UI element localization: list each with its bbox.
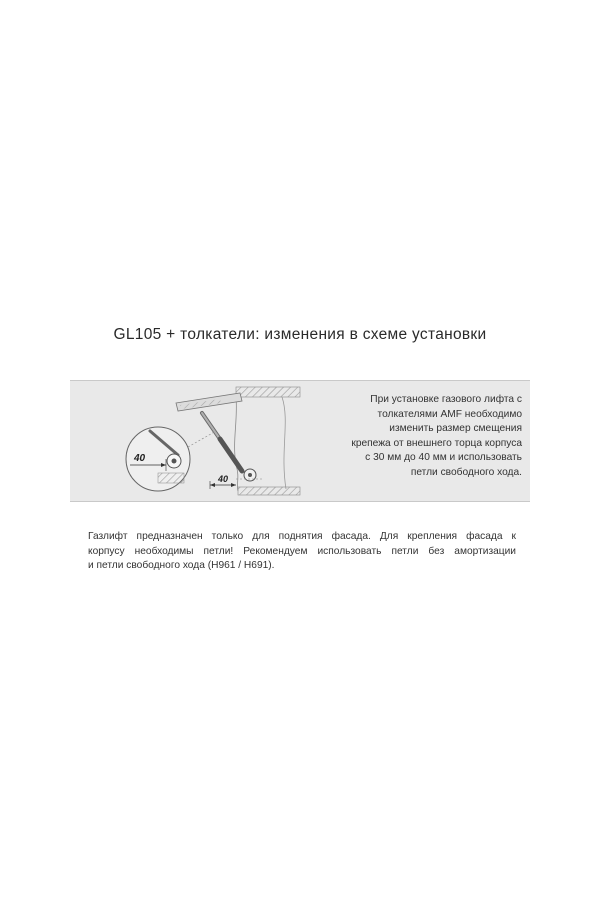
usage-note bbox=[88, 530, 516, 574]
installation-note-line: толкателями AMF необходимо bbox=[377, 408, 522, 420]
installation-note bbox=[316, 393, 522, 481]
installation-note-line: петли свободного хода. bbox=[410, 466, 522, 478]
usage-note-line: и петли свободного хода (H961 / H691). bbox=[88, 560, 275, 572]
dimension-left-label: 40 bbox=[134, 453, 146, 464]
installation-note-line: При установке газового лифта с bbox=[370, 394, 522, 405]
installation-note-line: изменить размер смещения bbox=[389, 423, 522, 435]
installation-diagram bbox=[70, 381, 310, 501]
cabinet-side bbox=[235, 397, 238, 491]
dimension-bottom-label: 40 bbox=[218, 474, 229, 484]
installation-panel bbox=[70, 380, 530, 502]
installation-note-line: с 30 мм до 40 мм и использовать bbox=[365, 452, 522, 464]
facade-open bbox=[176, 393, 242, 411]
installation-note-line: крепежа от внешнего торца корпуса bbox=[351, 437, 522, 449]
usage-note-line: корпусу необходимы петли! Рекомендуем использовать петли без амортизации bbox=[88, 545, 516, 557]
cabinet-bottom bbox=[238, 487, 300, 495]
usage-note-line: Газлифт предназначен только для поднятия фасада. Для крепления фасада к bbox=[88, 531, 516, 542]
cabinet-top bbox=[236, 387, 300, 397]
page-title: GL105 + толкатели: изменения в схеме установки bbox=[113, 326, 487, 343]
